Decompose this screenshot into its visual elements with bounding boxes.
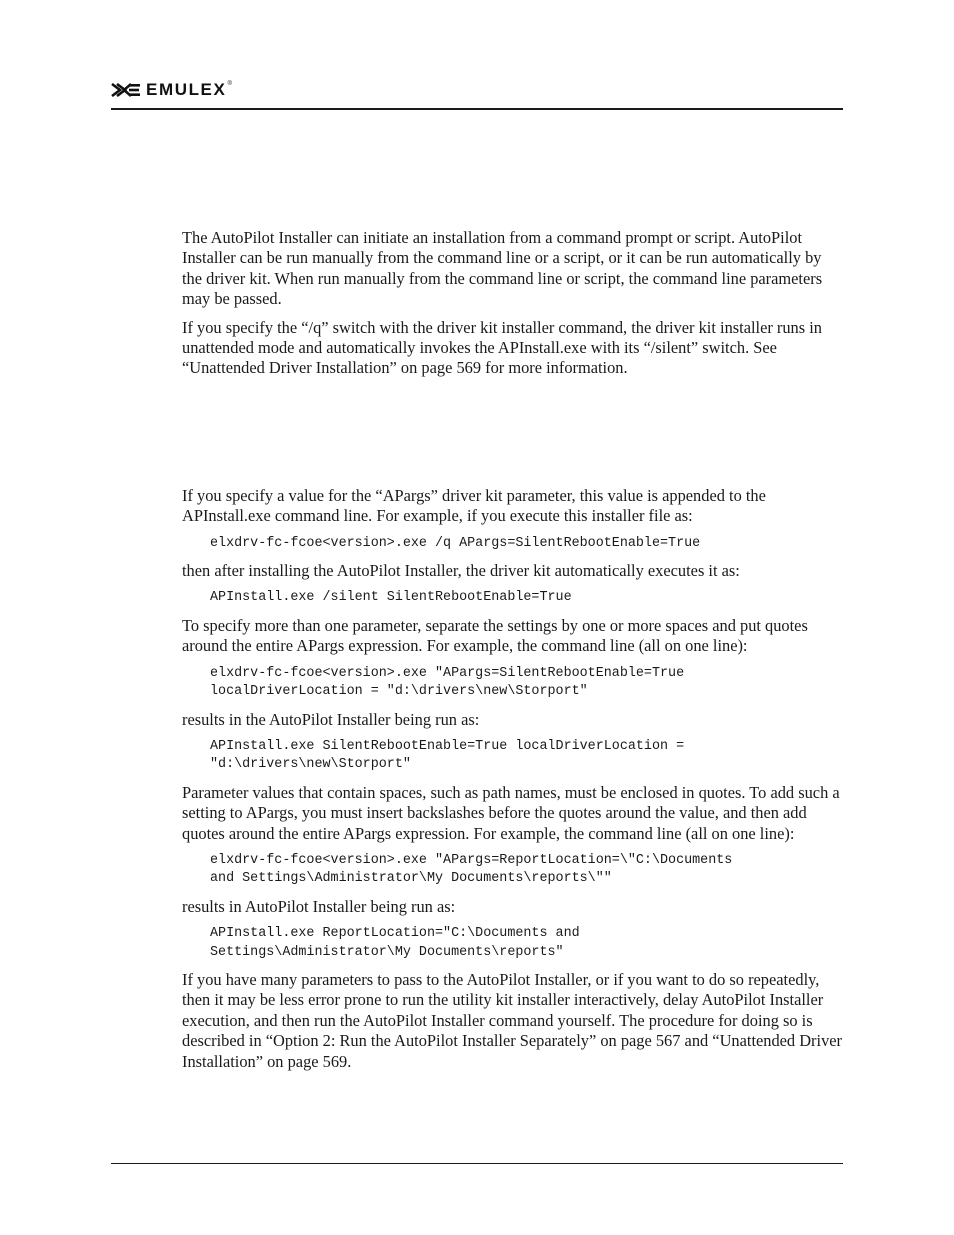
- paragraph: Parameter values that contain spaces, such as path names, must be enclosed in quotes. To add such a setting to APargs, you must insert backslashes before the quotes around the value, and then add quotes around the entire APargs expression. For example, the command line (all on one line):: [182, 782, 840, 843]
- footer-rule: [111, 1163, 843, 1164]
- logo-trademark: ®: [227, 81, 232, 87]
- code-block: elxdrv-fc-fcoe<version>.exe /q APargs=SilentRebootEnable=True: [210, 535, 701, 551]
- emulex-mark-icon: [111, 83, 141, 97]
- paragraph: The AutoPilot Installer can initiate an installation from a command prompt or script. AutoPilot Installer can be run manually from the command line or a script, or it can be run automatically by the driver kit. When run manually from the command line or script, the command line parameters may be passed.: [182, 228, 823, 309]
- code-block: APInstall.exe /silent SilentRebootEnable=True: [210, 590, 572, 606]
- paragraph: If you specify the “/q” switch with the driver kit installer command, the driver kit installer runs in unattended mode and automatically invokes the APInstall.exe with its “/silent” switch. See “Unattended Driver Installation” on page 569 for more information.: [182, 317, 822, 378]
- code-block: APInstall.exe SilentRebootEnable=True localDriverLocation = "d:\drivers\new\Storport": [210, 738, 685, 773]
- paragraph: results in the AutoPilot Installer being run as:: [182, 709, 480, 729]
- code-block: APInstall.exe ReportLocation="C:\Documents and Settings\Administrator\My Documents\reports": [210, 926, 580, 960]
- header-rule: [111, 108, 843, 110]
- code-block: elxdrv-fc-fcoe<version>.exe "APargs=ReportLocation=\"C:\Documents and Settings\Administrator\My Documents\reports\"": [210, 852, 733, 887]
- main-content: [182, 228, 844, 1072]
- paragraph: If you have many parameters to pass to the AutoPilot Installer, or if you want to do so repeatedly, then it may be less error prone to run the utility kit installer interactively, delay AutoPilot Installer execution, and then run the AutoPilot Installer command yourself. The procedure for doing so is described in “Option 2: Run the AutoPilot Installer Separately” on page 567 and “Unattended Driver Installation” on page 569.: [182, 969, 843, 1071]
- paragraph: To specify more than one parameter, separate the settings by one or more spaces and put quotes around the entire APargs expression. For example, the command line (all on one line):: [182, 615, 808, 656]
- emulex-logo: [111, 81, 232, 99]
- logo-wordmark: EMULEX: [146, 80, 227, 99]
- paragraph: If you specify a value for the “APargs” driver kit parameter, this value is appended to the APInstall.exe command line. For example, if you execute this installer file as:: [182, 485, 766, 526]
- paragraph: then after installing the AutoPilot Installer, the driver kit automatically executes it as:: [182, 561, 740, 581]
- code-block: elxdrv-fc-fcoe<version>.exe "APargs=SilentRebootEnable=True localDriverLocation = "d:\drivers\new\Storport": [210, 665, 685, 700]
- paragraph: results in AutoPilot Installer being run as:: [182, 896, 456, 916]
